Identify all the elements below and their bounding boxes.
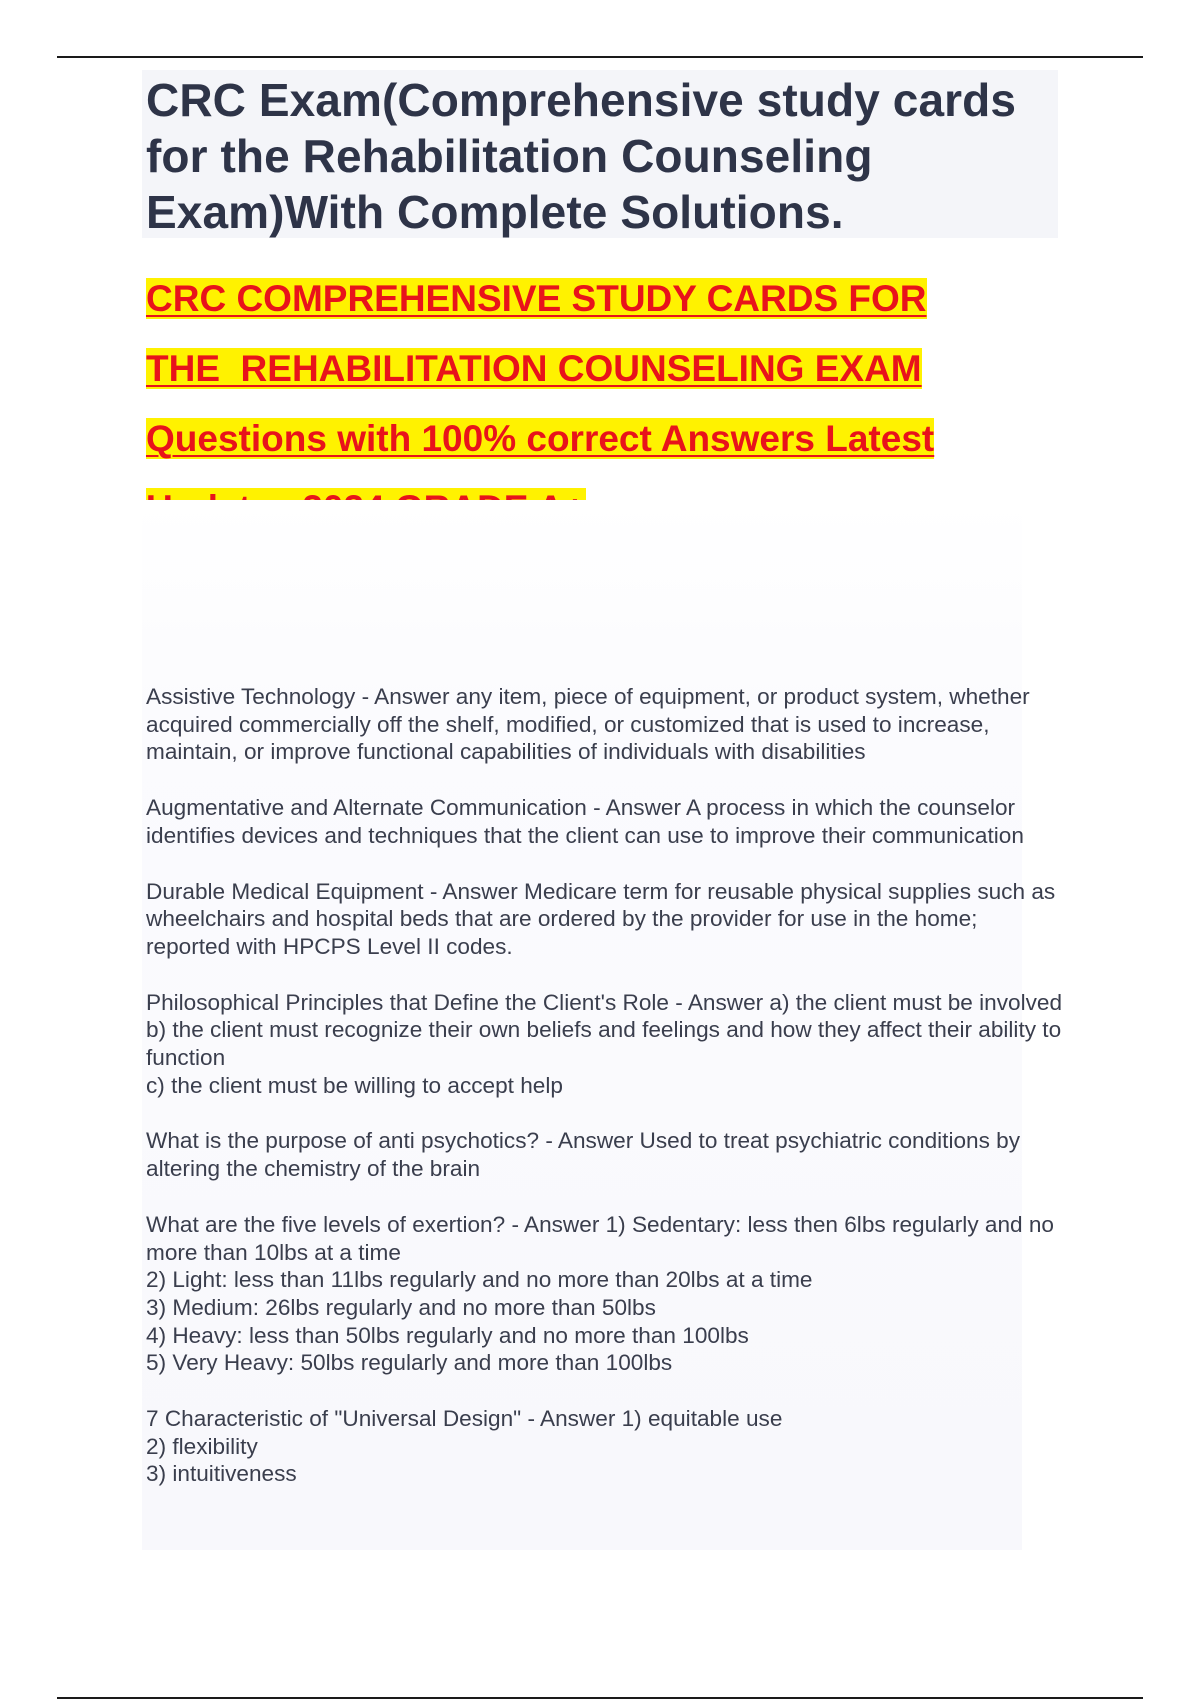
study-card: [146, 989, 1066, 1100]
card-text: b) the client must recognize their own beliefs and feelings and how they affect their ability to function: [146, 1017, 1062, 1071]
subtitle-line: CRC COMPREHENSIVE STUDY CARDS FOR: [146, 278, 927, 319]
card-text: Durable Medical Equipment - Answer Medicare term for reusable physical supplies such as wheelchairs and hospital beds that are ordered by the provider for use in the home; reported with HPCPS Level II codes.: [146, 878, 1056, 959]
top-rule: [57, 56, 1143, 58]
study-cards-list: [146, 683, 1066, 1516]
bottom-rule: [57, 1697, 1143, 1699]
card-text: Assistive Technology - Answer any item, piece of equipment, or product system, whether acquired commercially off the shelf, modified, or customized that is used to increase, maintain, or improve functional capabilities of individuals with disabilities: [146, 684, 1030, 765]
card-text: 2) Light: less than 11lbs regularly and no more than 20lbs at a time: [146, 1267, 813, 1293]
card-text: What is the purpose of anti psychotics? - Answer Used to treat psychiatric conditions by altering the chemistry of the brain: [146, 1128, 1021, 1182]
card-text: What are the five levels of exertion? - Answer 1) Sedentary: less then 6lbs regularly and no more than 10lbs at a time: [146, 1211, 1054, 1265]
card-text: 4) Heavy: less than 50lbs regularly and no more than 100lbs: [146, 1322, 749, 1348]
card-text: Philosophical Principles that Define the Client's Role - Answer a) the client must be involved: [146, 989, 1063, 1015]
study-card: [146, 1211, 1066, 1377]
card-text: 7 Characteristic of "Universal Design" - Answer 1) equitable use: [146, 1406, 783, 1432]
card-text: 2) flexibility: [146, 1433, 258, 1459]
study-card: [146, 1127, 1066, 1182]
card-text: 3) Medium: 26lbs regularly and no more than 50lbs: [146, 1294, 656, 1320]
study-card: [146, 878, 1066, 961]
card-text: Augmentative and Alternate Communication - Answer A process in which the counselor identifies devices and techniques that the client can use to improve their communication: [146, 795, 1024, 848]
subtitle-line: Questions with 100% correct Answers Latest: [146, 418, 935, 459]
card-text: c) the client must be willing to accept help: [146, 1072, 563, 1098]
card-text: 5) Very Heavy: 50lbs regularly and more than 100lbs: [146, 1350, 673, 1376]
study-card: [146, 683, 1066, 766]
card-text: 3) intuitiveness: [146, 1461, 297, 1487]
document-title: CRC Exam(Comprehensive study cards for the Rehabilitation Counseling Exam)With Complete Solutions.: [146, 74, 1017, 238]
study-card: [146, 1405, 1066, 1488]
subtitle-line: THE REHABILITATION COUNSELING EXAM: [146, 348, 922, 389]
study-card: [146, 794, 1066, 849]
